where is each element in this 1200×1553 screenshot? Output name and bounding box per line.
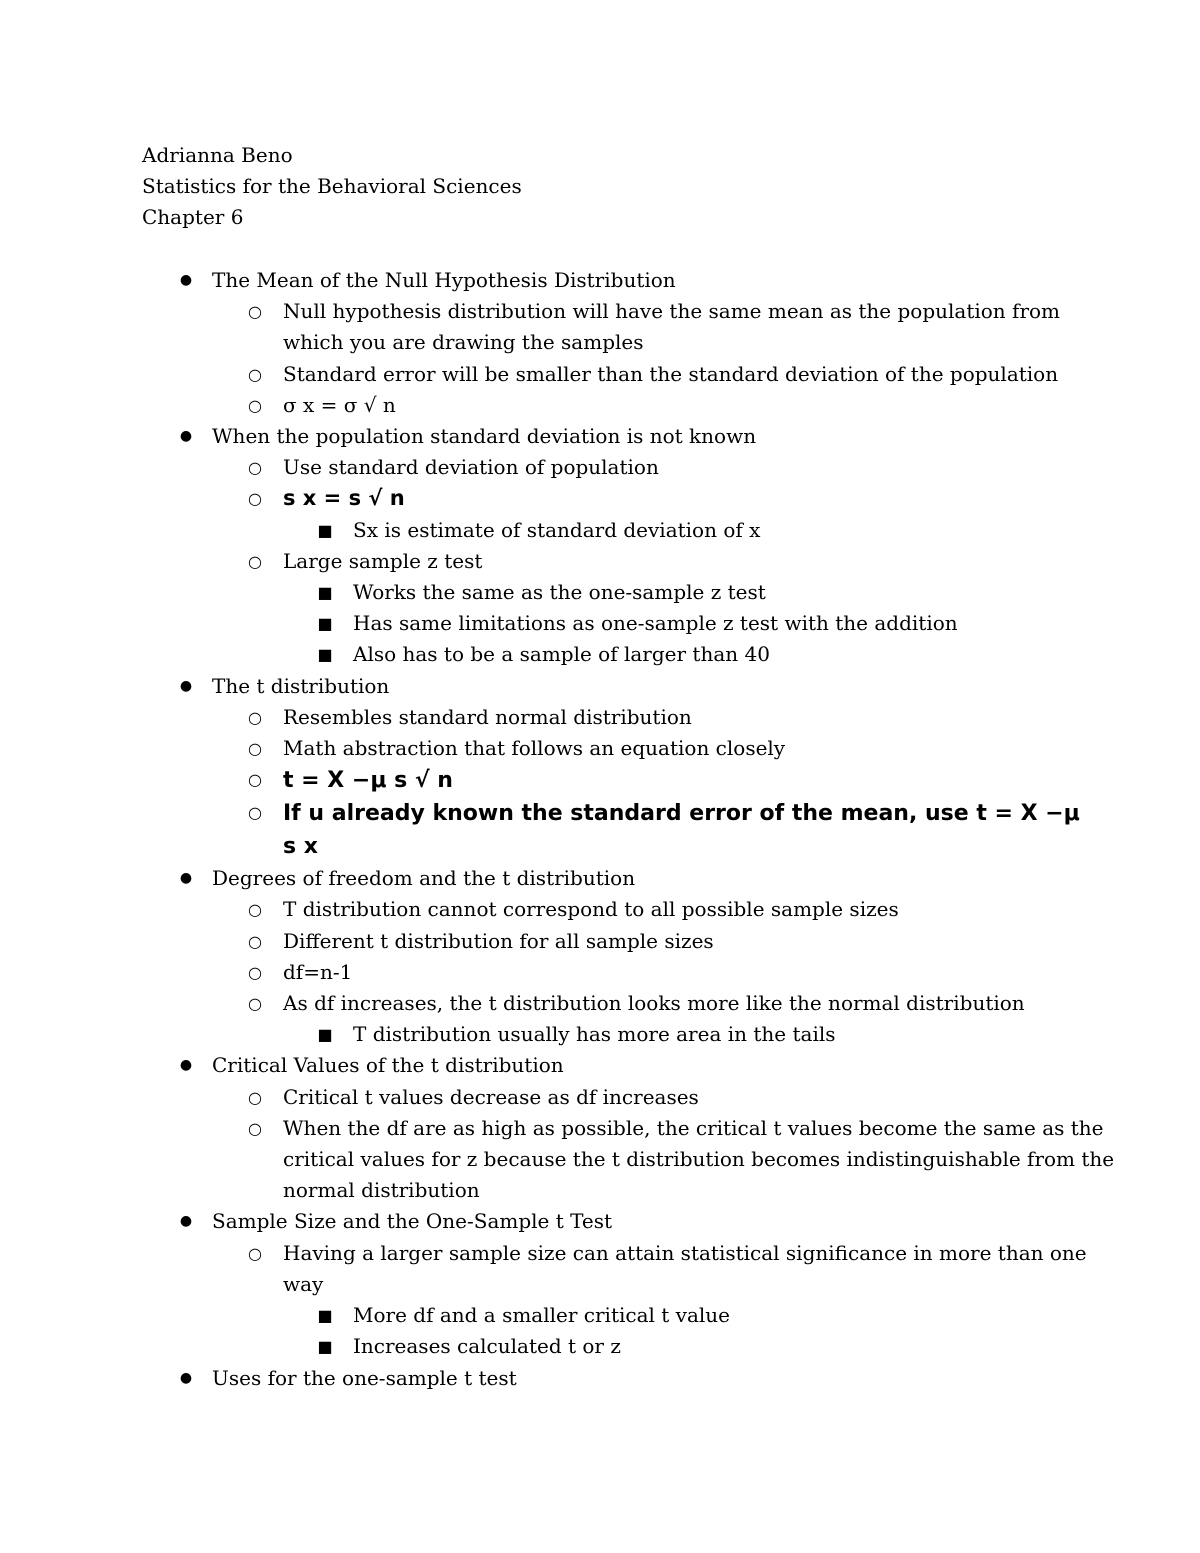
bullet-circle-icon: ○ bbox=[248, 707, 262, 727]
item-text: which you are drawing the samples bbox=[283, 330, 644, 355]
list-item bbox=[0, 733, 1200, 764]
item-text: Resembles standard normal distribution bbox=[283, 704, 692, 729]
bullet-square-icon: ■ bbox=[317, 583, 333, 603]
bullet-disc-icon: ● bbox=[179, 1369, 193, 1386]
list-item bbox=[0, 764, 1200, 797]
item-text: Use standard deviation of population bbox=[283, 455, 659, 480]
bullet-disc-icon: ● bbox=[179, 272, 193, 288]
formula-t-statistic: t = X −μ s √ n bbox=[283, 768, 453, 794]
list-item bbox=[0, 639, 1200, 670]
section-heading bbox=[0, 421, 1200, 452]
item-text: Large sample z test bbox=[283, 548, 483, 573]
bullet-circle-icon: ○ bbox=[248, 551, 262, 571]
item-text: Null hypothesis distribution will have the same mean as the population from bbox=[283, 299, 1061, 324]
section-heading bbox=[0, 265, 1200, 296]
bullet-circle-icon: ○ bbox=[248, 1243, 262, 1263]
bullet-circle-icon: ○ bbox=[248, 1087, 262, 1107]
section-title: Degrees of freedom and the t distribution bbox=[212, 866, 636, 891]
list-item bbox=[0, 1300, 1200, 1331]
item-text: Standard error will be smaller than the standard deviation of the population bbox=[283, 361, 1059, 386]
section-title: Uses for the one-sample t test bbox=[212, 1365, 517, 1390]
item-text: More df and a smaller critical t value bbox=[353, 1303, 730, 1328]
list-item bbox=[0, 1331, 1200, 1362]
list-item bbox=[0, 452, 1200, 483]
bullet-circle-icon: ○ bbox=[248, 803, 262, 823]
item-text: critical values for z because the t distribution becomes indistinguishable from the bbox=[283, 1147, 1115, 1172]
list-item-continuation bbox=[0, 830, 1200, 863]
list-item-continuation bbox=[0, 1144, 1200, 1175]
bullet-disc-icon: ● bbox=[179, 1057, 193, 1074]
formula-t-known-standard-error: If u already known the standard error of the mean, use t = X −μ bbox=[283, 801, 1080, 827]
item-text: T distribution cannot correspond to all possible sample sizes bbox=[283, 897, 899, 922]
item-text: As df increases, the t distribution looks more like the normal distribution bbox=[283, 991, 1025, 1016]
item-text: way bbox=[283, 1271, 324, 1296]
formula-standard-error: σ x = σ √ n bbox=[283, 392, 396, 417]
bullet-circle-icon: ○ bbox=[248, 458, 262, 478]
bullet-square-icon: ■ bbox=[317, 1337, 333, 1357]
list-item bbox=[0, 894, 1200, 925]
list-item bbox=[0, 483, 1200, 514]
list-item bbox=[0, 359, 1200, 390]
notes-outline bbox=[0, 265, 1200, 1394]
item-text: Increases calculated t or z bbox=[353, 1334, 621, 1359]
section-heading bbox=[0, 863, 1200, 894]
section-title: Critical Values of the t distribution bbox=[212, 1053, 564, 1078]
bullet-disc-icon: ● bbox=[179, 677, 193, 694]
item-text: Math abstraction that follows an equation closely bbox=[283, 736, 786, 761]
list-item bbox=[0, 797, 1200, 830]
bullet-circle-icon: ○ bbox=[248, 994, 262, 1014]
list-item-continuation bbox=[0, 1269, 1200, 1300]
formula-t-known-standard-error-denominator: s x bbox=[283, 834, 318, 860]
list-item bbox=[0, 988, 1200, 1019]
list-item bbox=[0, 957, 1200, 988]
item-text: Works the same as the one-sample z test bbox=[353, 580, 766, 605]
list-item bbox=[0, 926, 1200, 957]
bullet-circle-icon: ○ bbox=[248, 739, 262, 759]
item-text: Sx is estimate of standard deviation of x bbox=[353, 517, 761, 542]
bullet-circle-icon: ○ bbox=[248, 364, 262, 384]
section-title: When the population standard deviation is not known bbox=[212, 424, 757, 449]
list-item bbox=[0, 1238, 1200, 1269]
list-item-continuation bbox=[0, 327, 1200, 358]
item-text: Critical t values decrease as df increases bbox=[283, 1084, 699, 1109]
list-item bbox=[0, 577, 1200, 608]
item-text: Different t distribution for all sample sizes bbox=[283, 928, 714, 953]
section-title: The Mean of the Null Hypothesis Distribution bbox=[212, 268, 676, 292]
list-item bbox=[0, 1019, 1200, 1050]
bullet-circle-icon: ○ bbox=[248, 489, 262, 509]
formula-estimated-standard-error: s x = s √ n bbox=[283, 486, 405, 511]
document-header bbox=[142, 140, 1062, 234]
item-text: When the df are as high as possible, the critical t values become the same as the bbox=[283, 1115, 1104, 1140]
bullet-circle-icon: ○ bbox=[248, 302, 262, 322]
bullet-disc-icon: ● bbox=[179, 1213, 193, 1230]
item-text: Has same limitations as one-sample z test with the addition bbox=[353, 611, 958, 636]
section-heading bbox=[0, 671, 1200, 702]
list-item-continuation bbox=[0, 1175, 1200, 1206]
list-item bbox=[0, 608, 1200, 639]
author-name: Adrianna Beno bbox=[142, 143, 293, 167]
item-text: normal distribution bbox=[283, 1178, 480, 1203]
bullet-circle-icon: ○ bbox=[248, 395, 262, 415]
course-title: Statistics for the Behavioral Sciences bbox=[142, 174, 522, 199]
section-heading bbox=[0, 1363, 1200, 1394]
item-text: T distribution usually has more area in the tails bbox=[353, 1022, 836, 1047]
list-item bbox=[0, 1082, 1200, 1113]
bullet-disc-icon: ● bbox=[179, 870, 193, 887]
bullet-square-icon: ■ bbox=[317, 1306, 333, 1326]
item-text: Having a larger sample size can attain statistical significance in more than one bbox=[283, 1240, 1087, 1265]
section-heading bbox=[0, 1206, 1200, 1237]
section-title: The t distribution bbox=[212, 673, 390, 698]
bullet-circle-icon: ○ bbox=[248, 900, 262, 920]
list-item bbox=[0, 1113, 1200, 1144]
bullet-square-icon: ■ bbox=[317, 520, 333, 540]
bullet-square-icon: ■ bbox=[317, 1025, 333, 1045]
list-item bbox=[0, 296, 1200, 327]
bullet-circle-icon: ○ bbox=[248, 931, 262, 951]
list-item bbox=[0, 390, 1200, 421]
bullet-circle-icon: ○ bbox=[248, 962, 262, 982]
bullet-disc-icon: ● bbox=[179, 428, 193, 445]
bullet-circle-icon: ○ bbox=[248, 770, 262, 790]
item-text: df=n-1 bbox=[283, 959, 353, 984]
bullet-square-icon: ■ bbox=[317, 614, 333, 634]
section-heading bbox=[0, 1050, 1200, 1081]
bullet-square-icon: ■ bbox=[317, 645, 333, 665]
section-title: Sample Size and the One-Sample t Test bbox=[212, 1209, 613, 1234]
list-item bbox=[0, 515, 1200, 546]
list-item bbox=[0, 702, 1200, 733]
item-text: Also has to be a sample of larger than 40 bbox=[353, 642, 770, 667]
list-item bbox=[0, 546, 1200, 577]
bullet-circle-icon: ○ bbox=[248, 1118, 262, 1138]
chapter-label: Chapter 6 bbox=[142, 205, 244, 230]
